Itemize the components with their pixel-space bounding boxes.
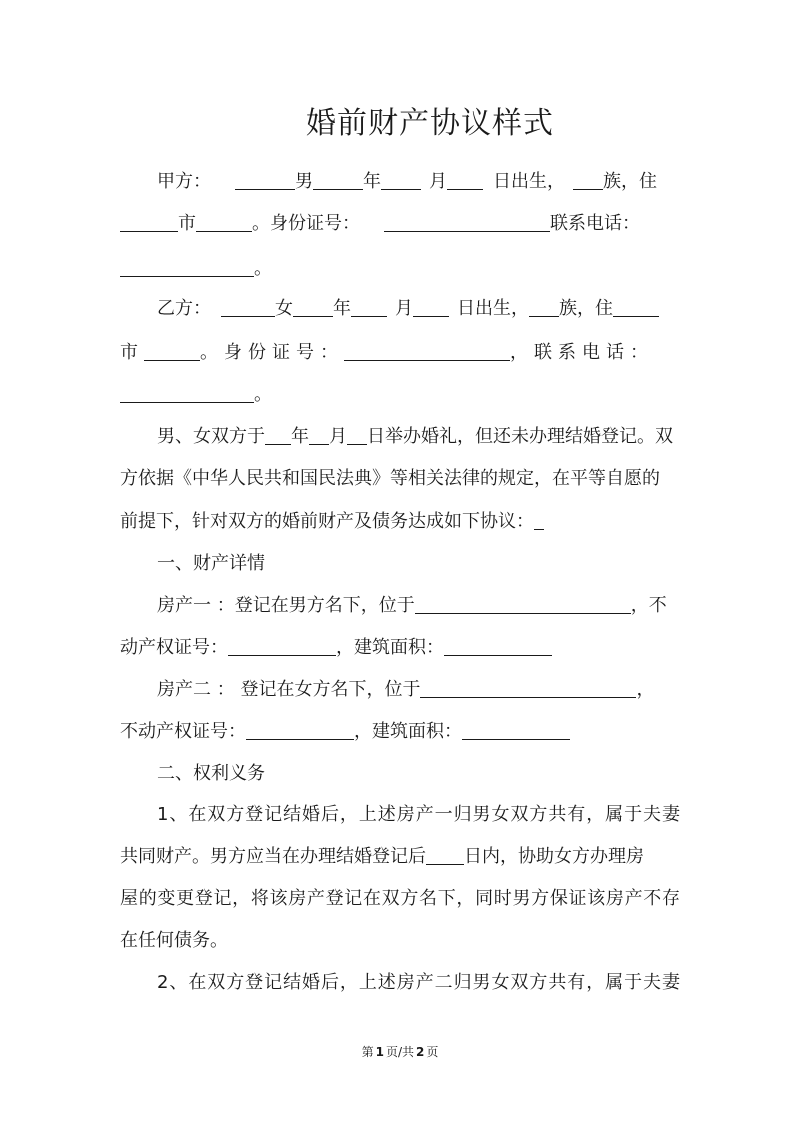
party-b-line-1: 乙方： 女 年 月 日出生， 族，住	[157, 294, 680, 324]
house-1-line-2: 动产权证号： ，建筑面积：	[120, 633, 680, 663]
blank-field[interactable]	[265, 426, 291, 445]
section-2-heading: 二、权利义务	[157, 763, 265, 784]
party-a-line-1: 甲方： 男 年 月 日出生， 族，住	[157, 171, 657, 192]
item-1-line-3: 屋的变更登记，将该房产登记在双方名下，同时男方保证该房产不存	[120, 888, 680, 909]
blank-field[interactable]	[144, 342, 200, 361]
item-1-line-2: 共同财产。男方应当在办理结婚登记后 日内，协助女方办理房	[120, 846, 644, 867]
party-b-line-3: 。	[120, 380, 680, 410]
blank-field[interactable]	[351, 298, 387, 317]
blank-field[interactable]	[344, 342, 510, 361]
page-footer: 第 1 页/共 2 页	[361, 1045, 439, 1059]
item-1-line-4: 在任何债务。	[120, 930, 228, 951]
blank-field[interactable]	[384, 213, 550, 232]
blank-field[interactable]	[613, 298, 659, 317]
blank-field[interactable]	[462, 721, 570, 740]
blank-field[interactable]	[573, 171, 603, 190]
blank-field[interactable]	[309, 426, 329, 445]
item-1-line-1: 1、在双方登记结婚后，上述房产一归男女双方共有，属于夫妻	[157, 804, 680, 825]
blank-field[interactable]	[196, 213, 252, 232]
section-1-heading: 一、财产详情	[157, 553, 265, 574]
blank-field[interactable]	[381, 171, 421, 190]
blank-field[interactable]	[534, 511, 544, 530]
intro-line-2: 方依据《中华人民共和国民法典》等相关法律的规定，在平等自愿的	[120, 468, 660, 489]
house-2-line-2: 不动产权证号： ，建筑面积：	[120, 717, 680, 747]
blank-field[interactable]	[529, 298, 559, 317]
total-pages: 2	[416, 1045, 425, 1059]
item-2-line-1: 2、在双方登记结婚后，上述房产二归男女双方共有，属于夫妻	[157, 972, 680, 993]
blank-field[interactable]	[235, 171, 295, 190]
blank-field[interactable]	[120, 258, 254, 277]
house-1-line-1: 房产一 ：登记在男方名下，位于 ，不	[157, 595, 667, 616]
blank-field[interactable]	[447, 171, 483, 190]
party-a-line-3: 。	[120, 254, 680, 284]
blank-field[interactable]	[420, 679, 636, 698]
blank-field[interactable]	[313, 171, 363, 190]
house-2-line-1: 房产二 ： 登记在女方名下，位于 ，	[157, 679, 655, 700]
blank-field[interactable]	[246, 721, 354, 740]
blank-field[interactable]	[120, 213, 178, 232]
intro-line-1: 男、女双方于 年 月 日举办婚礼，但还未办理结婚登记。双	[157, 426, 673, 447]
blank-field[interactable]	[444, 637, 552, 656]
document-title: 婚前财产协议样式	[306, 106, 554, 141]
blank-field[interactable]	[347, 426, 367, 445]
blank-field[interactable]	[415, 595, 631, 614]
party-b-line-2: 市 。身份证号： ，联系电话：	[120, 342, 654, 363]
blank-field[interactable]	[120, 384, 254, 403]
blank-field[interactable]	[228, 637, 336, 656]
party-a-line-2: 市 。身份证号： 联系电话：	[120, 209, 680, 239]
blank-field[interactable]	[293, 298, 333, 317]
blank-field[interactable]	[413, 298, 449, 317]
blank-field[interactable]	[221, 298, 275, 317]
current-page: 1	[375, 1045, 384, 1059]
blank-field[interactable]	[426, 846, 464, 865]
intro-line-3: 前提下，针对双方的婚前财产及债务达成如下协议：	[120, 507, 680, 537]
